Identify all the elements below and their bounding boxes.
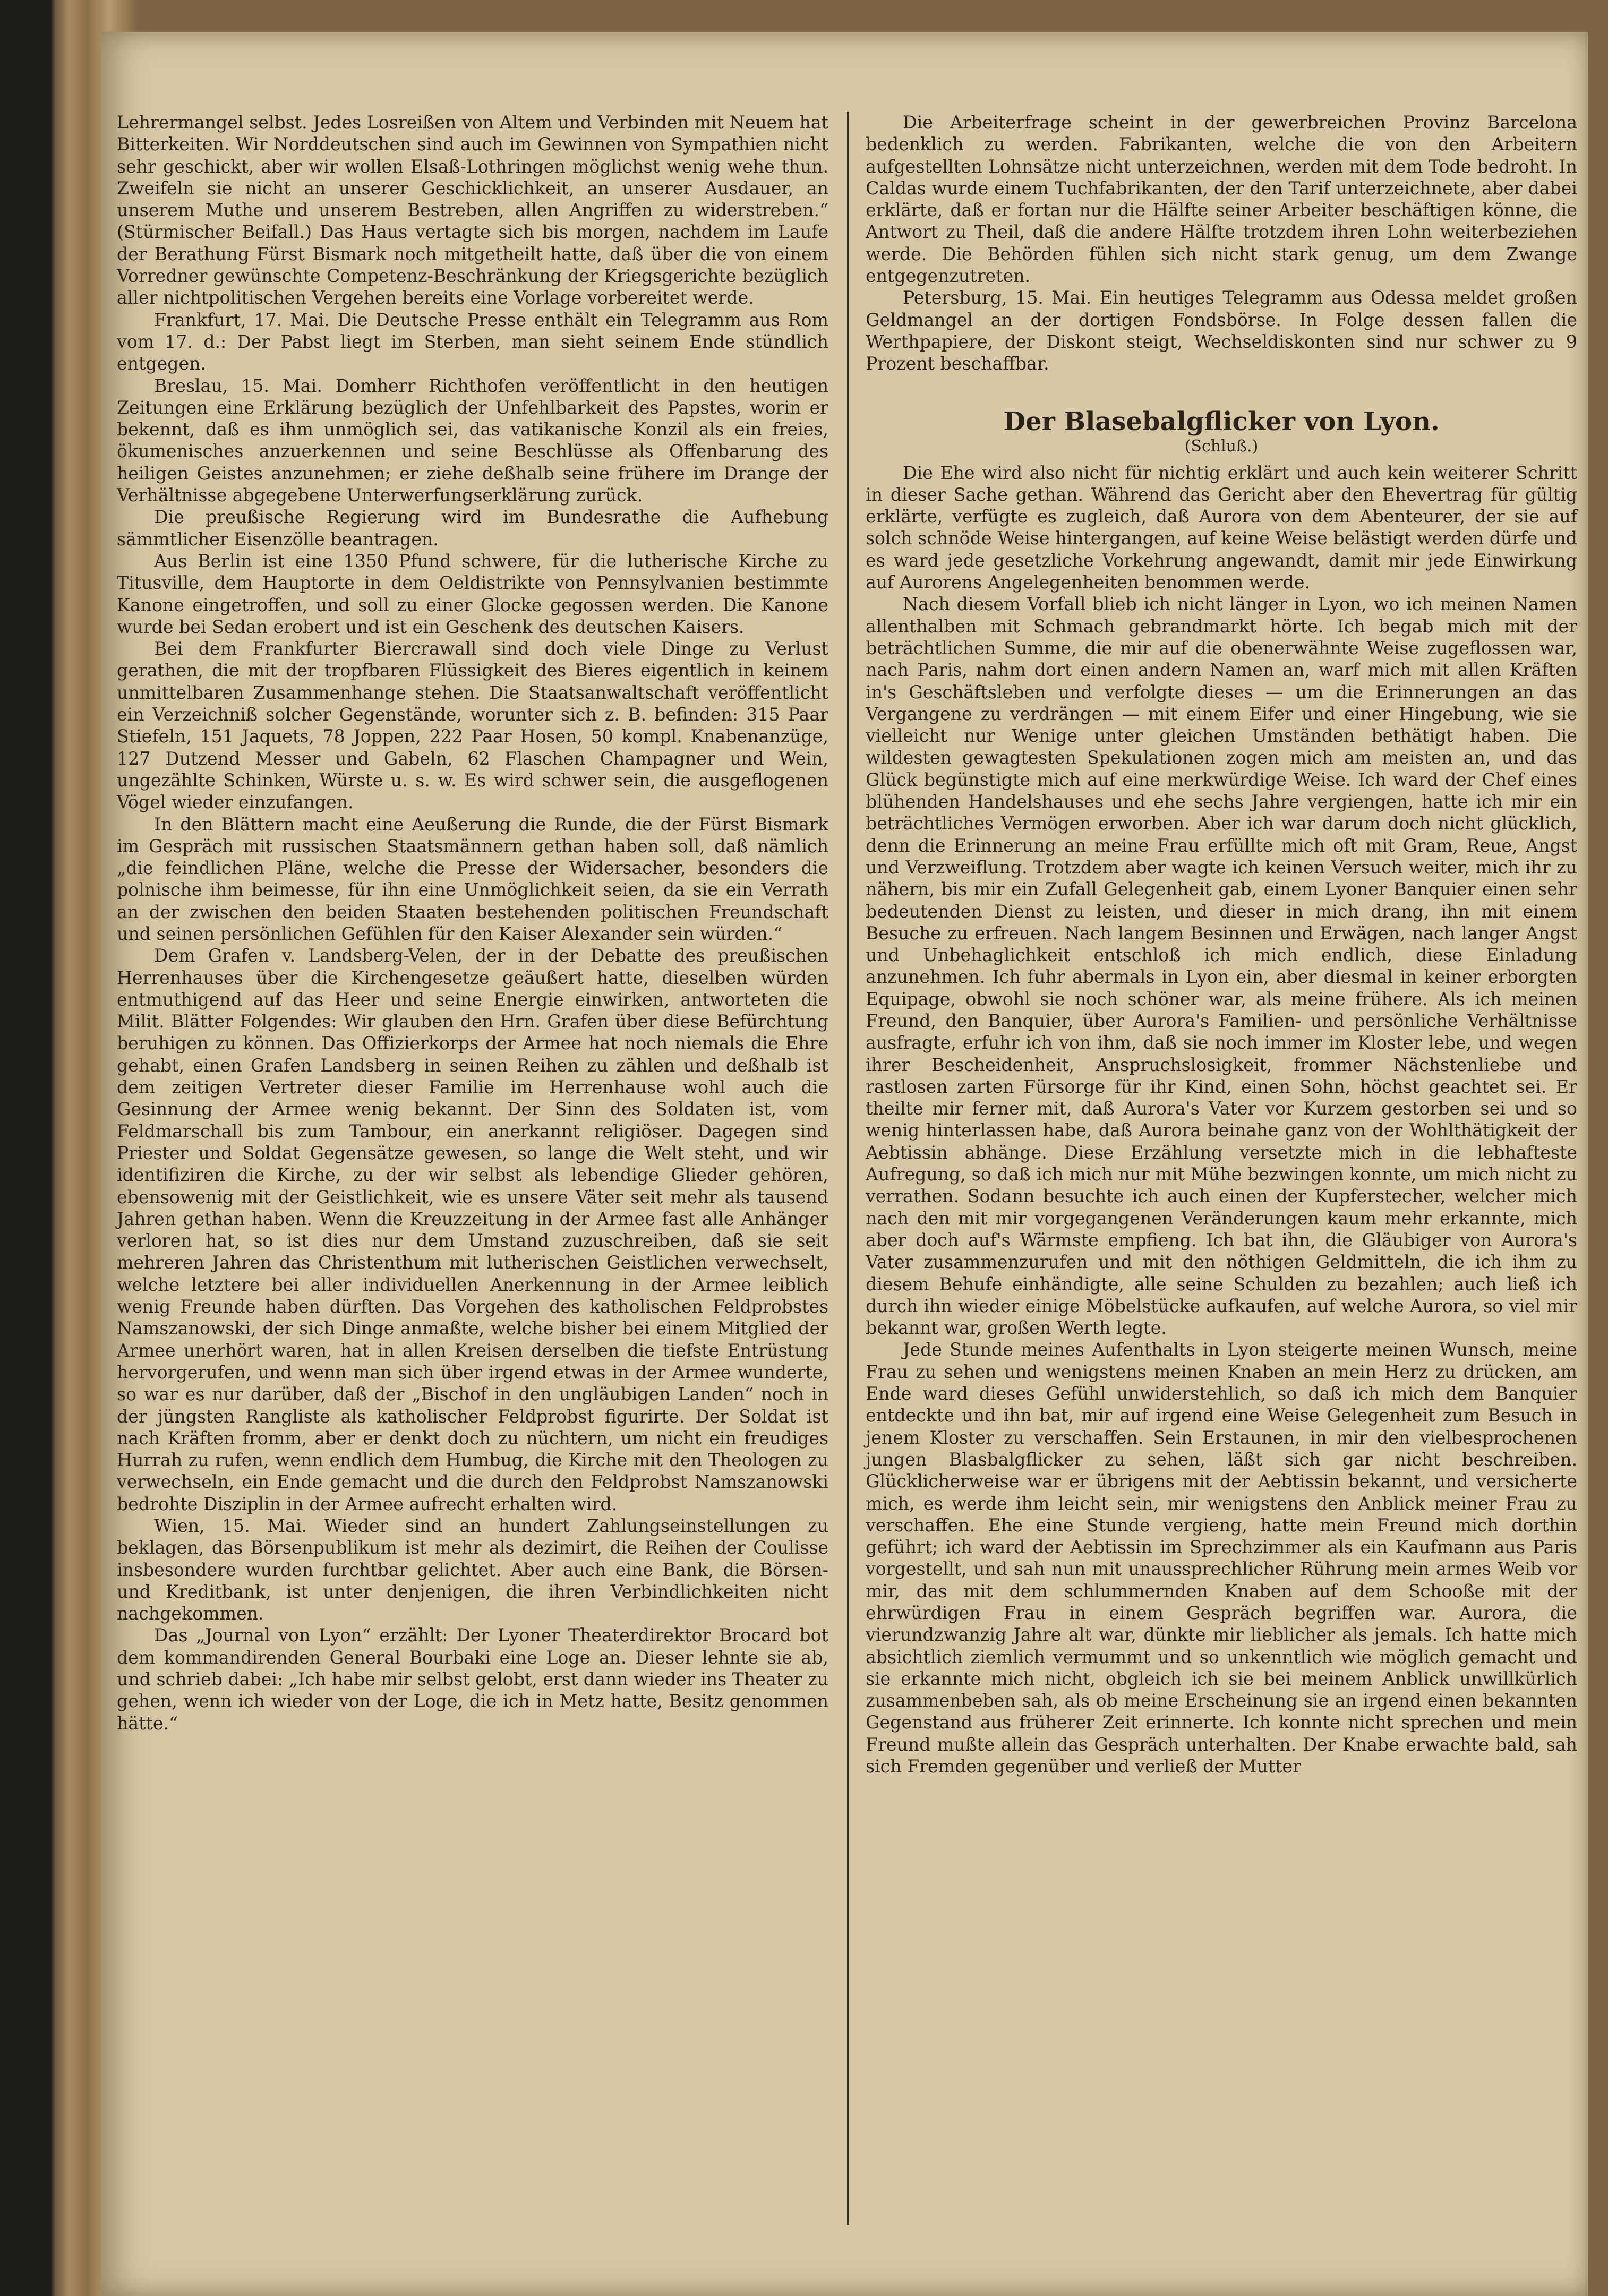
- article-paragraph: Wien, 15. Mai. Wieder sind an hundert Zahlungseinstellungen zu beklagen, das Börsenpublikum ist mehr als dezimirt, die Reihen der Coulisse insbesondere wurden furchtbar gelichtet. Aber auch eine Bank, die Börsen- und Kreditbank, ist unter denjenigen, die ihren Verbindlichkeiten nicht nachgekommen.: [117, 1515, 828, 1624]
- article-paragraph: In den Blättern macht eine Aeußerung die Runde, die der Fürst Bismark im Gespräch mit russischen Staatsmännern gethan haben soll, daß nämlich „die feindlichen Pläne, welche die Presse der Widersacher, besonders die polnische ihm beimesse, für ihn eine Unmöglichkeit seien, da sie ein Verrath an der zwischen den beiden Staaten bestehenden politischen Freundschaft und seinen persönlichen Gefühlen für den Kaiser Alexander sein würden.“: [117, 813, 828, 944]
- article-paragraph: Aus Berlin ist eine 1350 Pfund schwere, für die lutherische Kirche zu Titusville, dem Hauptorte in dem Oeldistrikte von Pennsylvanien bestimmte Kanone eingetroffen, und soll zu einer Glocke gegossen werden. Die Kanone wurde bei Sedan erobert und ist ein Geschenk des deutschen Kaisers.: [117, 550, 828, 637]
- story-paragraph: Nach diesem Vorfall blieb ich nicht länger in Lyon, wo ich meinen Namen allenthalben mit Schmach gebrandmarkt hörte. Ich begab mich mit der beträchtlichen Summe, die mir auf die obenerwähnte Weise zugeflossen war, nach Paris, nahm dort einen andern Namen an, warf mich mit allen Kräften in's Geschäftsleben und verfolgte dieses — um die Erinnerungen an das Vergangene zu verdrängen — mit einem Eifer und einer Hingebung, wie sie vielleicht nur Wenige unter gleichen Umständen bethätigt haben. Die wildesten gewagtesten Spekulationen zogen mich am meisten an, und das Glück begünstigte mich auf eine merkwürdige Weise. Ich ward der Chef eines blühenden Handelshauses und ehe sechs Jahre vergiengen, hatte ich mir ein beträchtliches Vermögen erworben. Aber ich war darum doch nicht glücklich, denn die Erinnerung an meine Frau erfüllte mich oft mit Gram, Reue, Angst und Verzweiflung. Trotzdem aber wagte ich keinen Versuch weiter, mich ihr zu nähern, bis mir ein Zufall Gelegenheit gab, einem Lyoner Banquier einen sehr bedeutenden Dienst zu leisten, und dieser in mich drang, ihn mit einem Besuche zu erfreuen. Nach langem Besinnen und Erwägen, nach langer Angst und Unbehaglichkeit entschloß ich mich endlich, diese Einladung anzunehmen. Ich fuhr abermals in Lyon ein, aber diesmal in keiner erborgten Equipage, obwohl sie noch schöner war, als meine frühere. Als ich meinen Freund, den Banquier, über Aurora's Familien- und persönliche Verhältnisse ausfragte, erfuhr ich von ihm, daß sie noch immer im Kloster lebe, und wegen ihrer Bescheidenheit, Anspruchslosigkeit, frommer Nächstenliebe und rastlosen zarten Fürsorge für ihr Kind, einen Sohn, höchst geachtet sei. Er theilte mir ferner mit, daß Aurora's Vater vor Kurzem gestorben sei und so wenig hinterlassen habe, daß Aurora beinahe ganz von der Wohlthätigkeit der Aebtissin abhänge. Diese Erzählung versetzte mich in die lebhafteste Aufregung, so daß ich mich nur mit Mühe bezwingen konnte, um mich nicht zu verrathen. Sodann besuchte ich auch einen der Kupferstecher, welcher mich nach den mit mir vorgegangenen Veränderungen kaum mehr erkannte, mich aber doch auf's Wärmste empfieng. Ich bat ihn, die Gläubiger von Aurora's Vater zusammenzurufen und mit den nöthigen Geldmitteln, die ich ihm zu diesem Behufe einhändigte, alle seine Schulden zu bezahlen; auch ließ ich durch ihn wieder einige Möbelstücke aufkaufen, auf welche Aurora, so viel mir bekannt war, großen Werth legte.: [866, 594, 1577, 1339]
- article-paragraph: Die Arbeiterfrage scheint in der gewerbreichen Provinz Barcelona bedenklich zu werden. Fabrikanten, welche die von den Arbeitern aufgestellten Lohnsätze nicht unterzeichnen, werden mit dem Tode bedroht. In Caldas wurde einem Tuchfabrikanten, der den Tarif unterzeichnete, aber dabei erklärte, daß er fortan nur die Hälfte seiner Arbeiter beschäftigen könne, die Antwort zu Theil, daß die andere Hälfte trotzdem ihren Lohn weiterbeziehen werde. Die Behörden fühlen sich nicht stark genug, um dem Zwange entgegenzutreten.: [866, 112, 1577, 287]
- article-paragraph: Die preußische Regierung wird im Bundesrathe die Aufhebung sämmtlicher Eisenzölle beantragen.: [117, 507, 828, 550]
- story-paragraph: Jede Stunde meines Aufenthalts in Lyon steigerte meinen Wunsch, meine Frau zu sehen und wenigstens meinen Knaben an mein Herz zu drücken, am Ende ward dieses Gefühl unwiderstehlich, so daß ich mich dem Banquier entdeckte und ihn bat, mir auf irgend eine Weise Gelegenheit zum Besuch in jenem Kloster zu verschaffen. Sein Erstaunen, in mir den vielbesprochenen jungen Blasbalgflicker zu sehen, läßt sich gar nicht beschreiben. Glücklicherweise war er übrigens mit der Aebtissin bekannt, und versicherte mich, es werde ihm leicht sein, mir wenigstens den Anblick meiner Frau zu verschaffen. Ehe eine Stunde vergieng, hatte mein Freund mich dorthin geführt; ich ward der Aebtissin im Sprechzimmer als ein Kaufmann aus Paris vorgestellt, und sah nun mit unaussprechlicher Rührung mein armes Weib vor mir, das mit dem schlummernden Knaben auf dem Schooße mit der ehrwürdigen Frau in einem Gespräch begriffen war. Aurora, die vierundzwanzig Jahre alt war, dünkte mir lieblicher als jemals. Ich hatte mich absichtlich ziemlich vermummt und so unkenntlich wie möglich gemacht und sie erkannte mich nicht, obgleich ich sie bei meinem Anblick unwillkürlich zusammenbeben sah, als ob meine Erscheinung sie an irgend einen bekannten Gegenstand aus früherer Zeit erinnerte. Ich konnte nicht sprechen und mein Freund mußte allein das Gespräch unterhalten. Der Knabe erwachte bald, sah sich Fremden gegenüber und verließ der Mutter: [866, 1339, 1577, 1777]
- article-paragraph: Breslau, 15. Mai. Domherr Richthofen veröffentlicht in den heutigen Zeitungen eine Erklärung bezüglich der Unfehlbarkeit des Papstes, worin er bekennt, daß es ihm unmöglich sei, das vatikanische Konzil als ein freies, ökumenisches anzuerkennen und seine Beschlüsse als Offenbarung des heiligen Geistes anzunehmen; er ziehe deßhalb seine frühere im Drange der Verhältnisse abgegebene Unterwerfungserklärung zurück.: [117, 375, 828, 506]
- article-paragraph: Frankfurt, 17. Mai. Die Deutsche Presse enthält ein Telegramm aus Rom vom 17. d.: Der Pabst liegt im Sterben, man sieht seinem Ende stündlich entgegen.: [117, 309, 828, 374]
- article-paragraph: Bei dem Frankfurter Biercrawall sind doch viele Dinge zu Verlust gerathen, die mit der tropfbaren Flüssigkeit des Bieres eigentlich in keinem unmittelbaren Zusammenhange stehen. Die Staatsanwaltschaft veröffentlicht ein Verzeichniß solcher Gegenstände, worunter sich z. B. befinden: 315 Paar Stiefeln, 151 Jaquets, 78 Joppen, 222 Paar Hosen, 50 kompl. Knabenanzüge, 127 Dutzend Messer und Gabeln, 62 Flaschen Champagner und Wein, ungezählte Schinken, Würste u. s. w. Es wird schwer sein, die ausgeflogenen Vögel wieder einzufangen.: [117, 638, 828, 813]
- newspaper-page: [101, 32, 1588, 2296]
- article-paragraph: Das „Journal von Lyon“ erzählt: Der Lyoner Theaterdirektor Brocard bot dem kommandirenden General Bourbaki eine Loge an. Dieser lehnte sie ab, und schrieb dabei: „Ich habe mir selbst gelobt, erst dann wieder ins Theater zu gehen, wenn ich wieder von der Loge, die ich in Metz hatte, Besitz genommen hätte.“: [117, 1625, 828, 1734]
- right-column: [866, 112, 1577, 1777]
- article-paragraph: Lehrermangel selbst. Jedes Losreißen von Altem und Verbinden mit Neuem hat Bitterkeiten. Wir Norddeutschen sind auch im Gewinnen von Sympathien nicht sehr geschickt, aber wir wollen Elsaß-Lothringen möglichst wenig wehe thun. Zweifeln sie nicht an unserer Geschicklichkeit, an unserer Ausdauer, an unserem Muthe und unserem Bestreben, allen Angriffen zu widerstreben.“ (Stürmischer Beifall.) Das Haus vertagte sich bis morgen, nachdem im Laufe der Berathung Fürst Bismark noch mitgetheilt hatte, daß über die von einem Vorredner gewünschte Competenz-Beschränkung der Kriegsgerichte bezüglich aller nichtpolitischen Vergehen bereits eine Vorlage vorbereitet werde.: [117, 112, 828, 309]
- column-divider: [847, 112, 849, 2225]
- story-paragraph: Die Ehe wird also nicht für nichtig erklärt und auch kein weiterer Schritt in dieser Sache gethan. Während das Gericht aber den Ehevertrag für gültig erklärte, verfügte es zugleich, daß Aurora von dem Abenteurer, der sie auf solch schnöde Weise hintergangen, auf keine Weise belästigt werden dürfe und es ward jede gesetzliche Vorkehrung angewandt, damit mir jede Einwirkung auf Aurorens Angelegenheiten benommen werde.: [866, 462, 1577, 593]
- story-subtitle: (Schluß.): [1184, 436, 1259, 456]
- story-title: Der Blasebalgflicker von Lyon.: [1003, 406, 1440, 436]
- article-paragraph: Petersburg, 15. Mai. Ein heutiges Telegramm aus Odessa meldet großen Geldmangel an der dortigen Fondsbörse. In Folge dessen fallen die Werthpapiere, der Diskont steigt, Wechseldiskonten sind nur schwer zu 9 Prozent beschaffbar.: [866, 287, 1577, 374]
- article-paragraph: Dem Grafen v. Landsberg-Velen, der in der Debatte des preußischen Herrenhauses über die Kirchengesetze geäußert hatte, dieselben würden entmuthigend auf das Heer und seine Energie einwirken, antworteten die Milit. Blätter Folgendes: Wir glauben den Hrn. Grafen über diese Befürchtung beruhigen zu können. Das Offizierkorps der Armee hat noch niemals die Ehre gehabt, einen Grafen Landsberg in seinen Reihen zu zählen und deßhalb ist dem zeitigen Vertreter dieser Familie im Herrenhause wohl auch die Gesinnung der Armee wenig bekannt. Der Sinn des Soldaten ist, vom Feldmarschall bis zum Tambour, ein anerkannt religiöser. Dagegen sind Priester und Soldat Gegensätze gewesen, so lange die Welt steht, und wir identifiziren die Kirche, zu der wir selbst als lebendige Glieder gehören, ebensowenig mit der Geistlichkeit, wie es unsere Väter seit mehr als tausend Jahren gethan haben. Wenn die Kreuzzeitung in der Armee fast alle Anhänger verloren hat, so ist dies nur dem Umstand zuzuschreiben, daß sie seit mehreren Jahren das Christenthum mit lutherischen Geistlichen verwechselt, welche letztere bei aller individuellen Anerkennung in der Armee leiblich wenig Freunde haben dürften. Das Vorgehen des katholischen Feldprobstes Namszanowski, der sich Dinge anmaßte, welche bisher bei einem Mitglied der Armee unerhört waren, hat in allen Kreisen derselben die tiefste Entrüstung hervorgerufen, und wenn man sich über irgend etwas in der Armee wunderte, so war es nur darüber, daß der „Bischof in den ungläubigen Landen“ noch in der jüngsten Rangliste als katholischer Feldprobst figurirte. Der Soldat ist nach Kräften fromm, aber er denkt doch zu nüchtern, um nicht ein freudiges Hurrah zu rufen, wenn endlich dem Humbug, die Kirche mit den Theologen zu verwechseln, ein Ende gemacht und die durch den Feldprobst Namszanowski bedrohte Disziplin in der Armee aufrecht erhalten wird.: [117, 945, 828, 1514]
- left-column: [117, 112, 828, 1734]
